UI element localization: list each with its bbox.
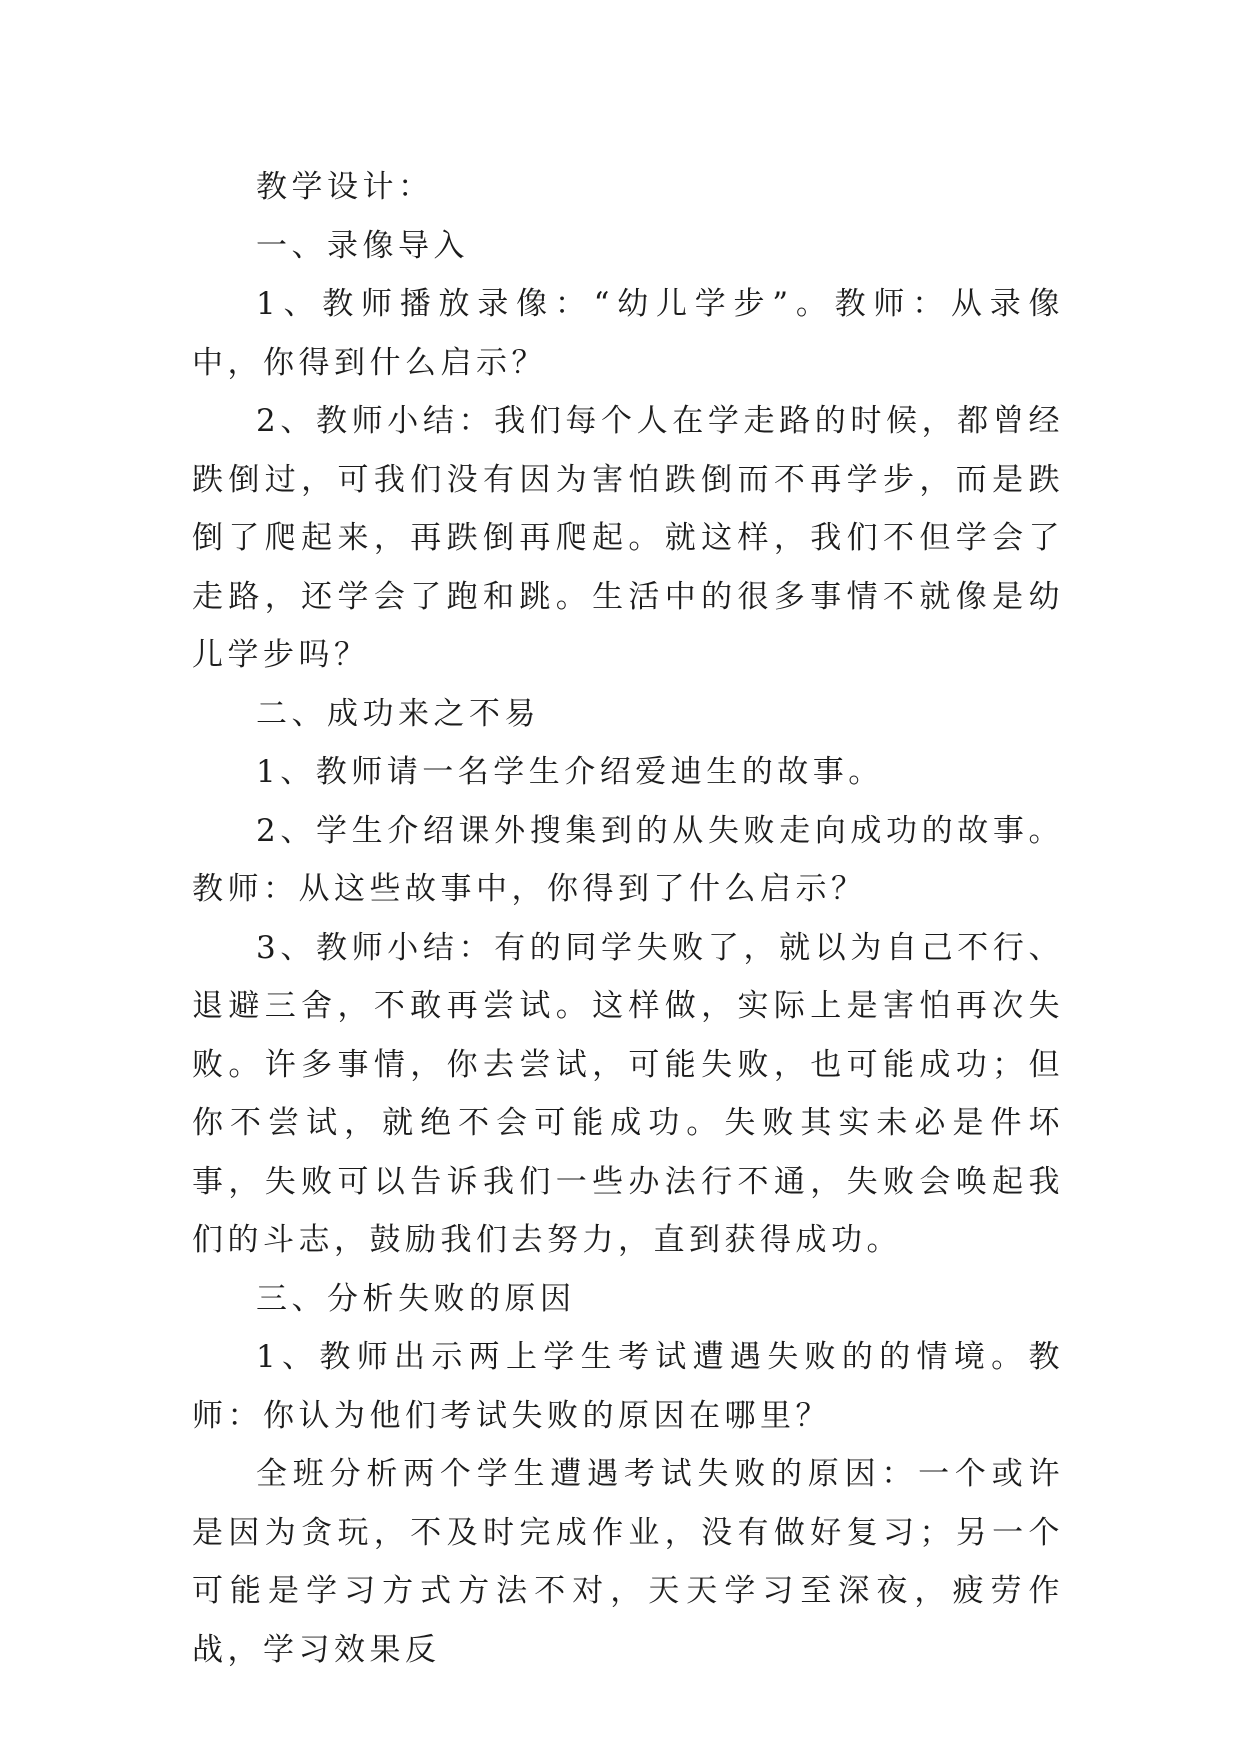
paragraph-edison-story: 1、教师请一名学生介绍爱迪生的故事。 bbox=[256, 754, 884, 790]
heading-teaching-design: 教学设计： bbox=[256, 169, 434, 205]
paragraph-exam-failure-scenario: 1、教师出示两上学生考试遭遇失败的的情境。教师：你认为他们考试失败的原因在哪里？ bbox=[192, 1339, 1064, 1434]
section-heading-success-not-easy: 二、成功来之不易 bbox=[256, 695, 540, 732]
paragraph-teacher-summary-1: 2、教师小结：我们每个人在学走路的时候，都曾经跌倒过，可我们没有因为害怕跌倒而不再学步，而是跌倒了爬起来，再跌倒再爬起。就这样，我们不但学会了走路，还学会了跑和跳。生活中的很多事情不就像是幼儿学步吗？ bbox=[192, 403, 1064, 673]
paragraph-teacher-summary-3: 3、教师小结：有的同学失败了，就以为自己不行、退避三舍，不敢再尝试。这样做，实际上是害怕再次失败。许多事情，你去尝试，可能失败，也可能成功；但你不尝试，就绝不会可能成功。失败其实未必是件坏事，失败可以告诉我们一些办法行不通，失败会唤起我们的斗志，鼓励我们去努力，直到获得成功。 bbox=[192, 929, 1064, 1258]
document-page bbox=[192, 158, 1064, 1679]
paragraph-video-step: 1、教师播放录像：“幼儿学步”。教师：从录像中，你得到什么启示？ bbox=[192, 286, 1064, 381]
paragraph-class-analysis: 全班分析两个学生遭遇考试失败的原因：一个或许是因为贪玩，不及时完成作业，没有做好复习；另一个可能是学习方式方法不对，天天学习至深夜，疲劳作战，学习效果反 bbox=[192, 1456, 1064, 1668]
section-heading-video-intro: 一、录像导入 bbox=[256, 227, 469, 264]
paragraph-student-stories: 2、学生介绍课外搜集到的从失败走向成功的故事。教师：从这些故事中，你得到了什么启示？ bbox=[192, 812, 1064, 907]
section-heading-analyze-failure: 三、分析失败的原因 bbox=[256, 1280, 576, 1317]
